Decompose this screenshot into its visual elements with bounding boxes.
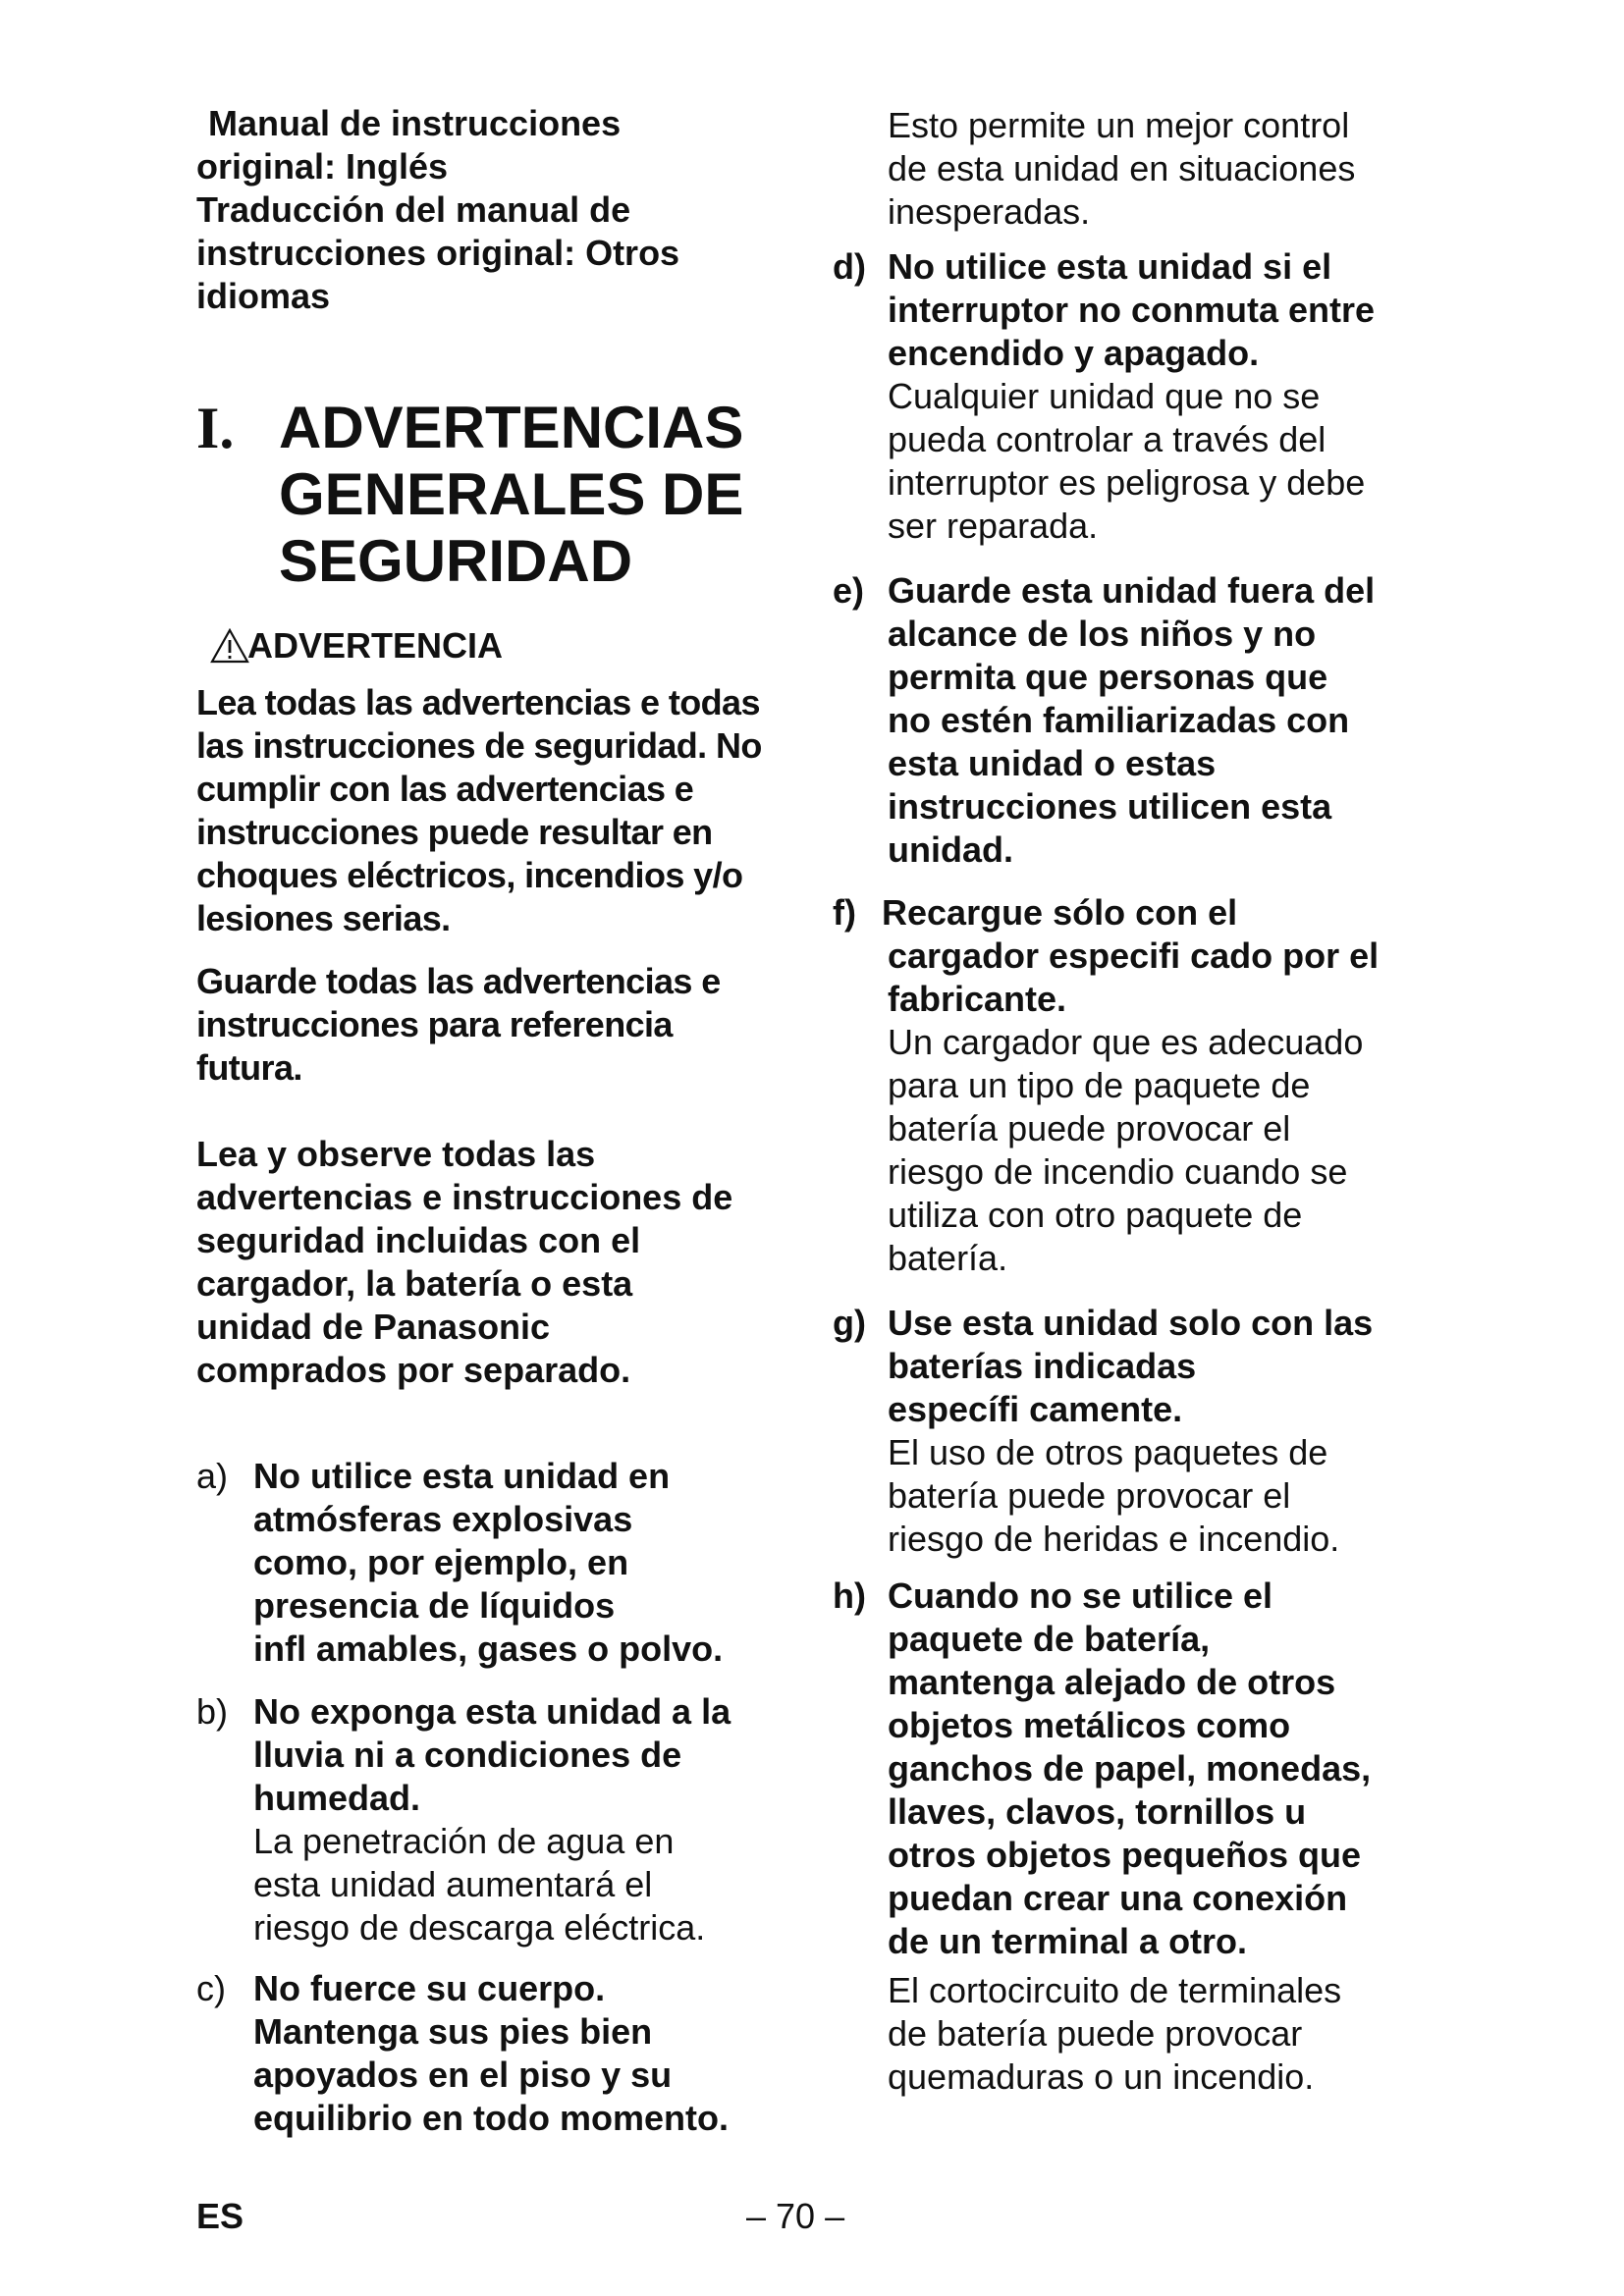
item-line: no estén familiarizadas con [888, 700, 1350, 740]
paragraph-line: comprados por separado. [196, 1350, 631, 1390]
item-line: batería puede provocar el [888, 1108, 1291, 1148]
paragraph-line: Lea todas las advertencias e todas [196, 682, 760, 722]
header-note-line: Traducción del manual de [196, 189, 631, 230]
item-line: No fuerce su cuerpo. [253, 1968, 606, 2008]
item-line: encendido y apagado. [888, 333, 1260, 373]
item-line: riesgo de incendio cuando se [888, 1151, 1348, 1192]
paragraph-line: Guarde todas las advertencias e [196, 961, 721, 1001]
item-line: interruptor es peligrosa y debe [888, 462, 1366, 503]
section-title-line: ADVERTENCIAS [279, 395, 744, 460]
item-line: El uso de otros paquetes de [888, 1432, 1328, 1472]
item-letter: d) [833, 246, 866, 287]
item-line: otros objetos pequeños que [888, 1835, 1362, 1875]
item-line: pueda controlar a través del [888, 419, 1326, 459]
item-line: alcance de los niños y no [888, 614, 1317, 654]
header-note-line: original: Inglés [196, 146, 449, 187]
item-line: unidad. [888, 829, 1013, 870]
page-number: – 70 – [746, 2196, 845, 2236]
item-line: de un terminal a otro. [888, 1921, 1248, 1961]
item-line: No exponga esta unidad a la [253, 1691, 731, 1732]
item-line: Guarde esta unidad fuera del [888, 570, 1376, 611]
item-line: No utilice esta unidad si el [888, 246, 1332, 287]
item-line: Use esta unidad solo con las [888, 1303, 1374, 1343]
item-line: permita que personas que [888, 657, 1328, 697]
item-line: esta unidad aumentará el [253, 1864, 653, 1904]
item-line: Cuando no se utilice el [888, 1575, 1273, 1616]
item-line: riesgo de heridas e incendio. [888, 1519, 1340, 1559]
item-line: paquete de batería, [888, 1619, 1211, 1659]
item-line: puedan crear una conexión [888, 1878, 1348, 1918]
item-line: Un cargador que es adecuado [888, 1022, 1364, 1062]
item-letter: g) [833, 1303, 866, 1343]
item-line: batería. [888, 1238, 1008, 1278]
item-line: baterías indicadas [888, 1346, 1197, 1386]
header-note-line: instrucciones original: Otros [196, 233, 680, 273]
item-line: atmósferas explosivas [253, 1499, 633, 1539]
paragraph-line: instrucciones puede resultar en [196, 812, 713, 852]
item-line: batería puede provocar el [888, 1475, 1291, 1516]
item-line: apoyados en el piso y su [253, 2055, 673, 2095]
item-line: ser reparada. [888, 506, 1099, 546]
item-line: Esto permite un mejor control [888, 105, 1350, 145]
paragraph-line: advertencias e instrucciones de [196, 1177, 733, 1217]
item-line: ganchos de papel, monedas, [888, 1748, 1372, 1789]
item-line: humedad. [253, 1778, 421, 1818]
item-line: El cortocircuito de terminales [888, 1970, 1342, 2010]
item-line: utiliza con otro paquete de [888, 1195, 1303, 1235]
paragraph-line: instrucciones para referencia [196, 1004, 673, 1044]
item-line: Cualquier unidad que no se [888, 376, 1321, 416]
paragraph-line: las instrucciones de seguridad. No [196, 725, 762, 766]
item-line: infl amables, gases o polvo. [253, 1629, 724, 1669]
paragraph-line: lesiones serias. [196, 898, 451, 938]
section-title-line: SEGURIDAD [279, 528, 633, 594]
item-line: mantenga alejado de otros [888, 1662, 1336, 1702]
header-note-line: Manual de instrucciones [208, 103, 622, 143]
item-line: fabricante. [888, 979, 1067, 1019]
item-line: No utilice esta unidad en [253, 1456, 671, 1496]
paragraph-line: choques eléctricos, incendios y/o [196, 855, 743, 895]
item-line: Mantenga sus pies bien [253, 2011, 653, 2052]
item-line: Recargue sólo con el [882, 892, 1238, 933]
item-line: inesperadas. [888, 191, 1091, 232]
item-line: de batería puede provocar [888, 2013, 1303, 2054]
warning-label: ADVERTENCIA [247, 625, 504, 666]
item-line: presencia de líquidos [253, 1585, 616, 1626]
item-line: de esta unidad en situaciones [888, 148, 1356, 188]
item-line: riesgo de descarga eléctrica. [253, 1907, 706, 1948]
item-letter: b) [196, 1691, 229, 1732]
item-line: para un tipo de paquete de [888, 1065, 1311, 1105]
section-title-line: GENERALES DE [279, 461, 744, 527]
item-letter: c) [196, 1968, 226, 2008]
item-line: instrucciones utilicen esta [888, 786, 1332, 827]
paragraph-line: futura. [196, 1047, 302, 1088]
item-letter: a) [196, 1456, 229, 1496]
item-line: objetos metálicos como [888, 1705, 1291, 1745]
item-line: equilibrio en todo momento. [253, 2098, 729, 2138]
paragraph-line: cumplir con las advertencias e [196, 769, 694, 809]
paragraph-line: cargador, la batería o esta [196, 1263, 633, 1304]
item-line: La penetración de agua en [253, 1821, 675, 1861]
item-line: interruptor no conmuta entre [888, 290, 1376, 330]
item-line: llaves, clavos, tornillos u [888, 1791, 1307, 1832]
footer-language: ES [196, 2196, 244, 2236]
item-line: específi camente. [888, 1389, 1183, 1429]
paragraph-line: unidad de Panasonic [196, 1307, 551, 1347]
item-letter: f) [833, 892, 856, 933]
paragraph-line: Lea y observe todas las [196, 1134, 596, 1174]
item-letter: h) [833, 1575, 866, 1616]
section-number: I. [196, 396, 235, 460]
item-line: como, por ejemplo, en [253, 1542, 629, 1582]
item-line: quemaduras o un incendio. [888, 2056, 1315, 2097]
item-line: lluvia ni a condiciones de [253, 1735, 682, 1775]
item-line: esta unidad o estas [888, 743, 1217, 783]
item-line: cargador especifi cado por el [888, 935, 1380, 976]
warning-triangle-icon [210, 628, 249, 664]
header-note-line: idiomas [196, 276, 331, 316]
item-letter: e) [833, 570, 865, 611]
paragraph-line: seguridad incluidas con el [196, 1220, 641, 1260]
